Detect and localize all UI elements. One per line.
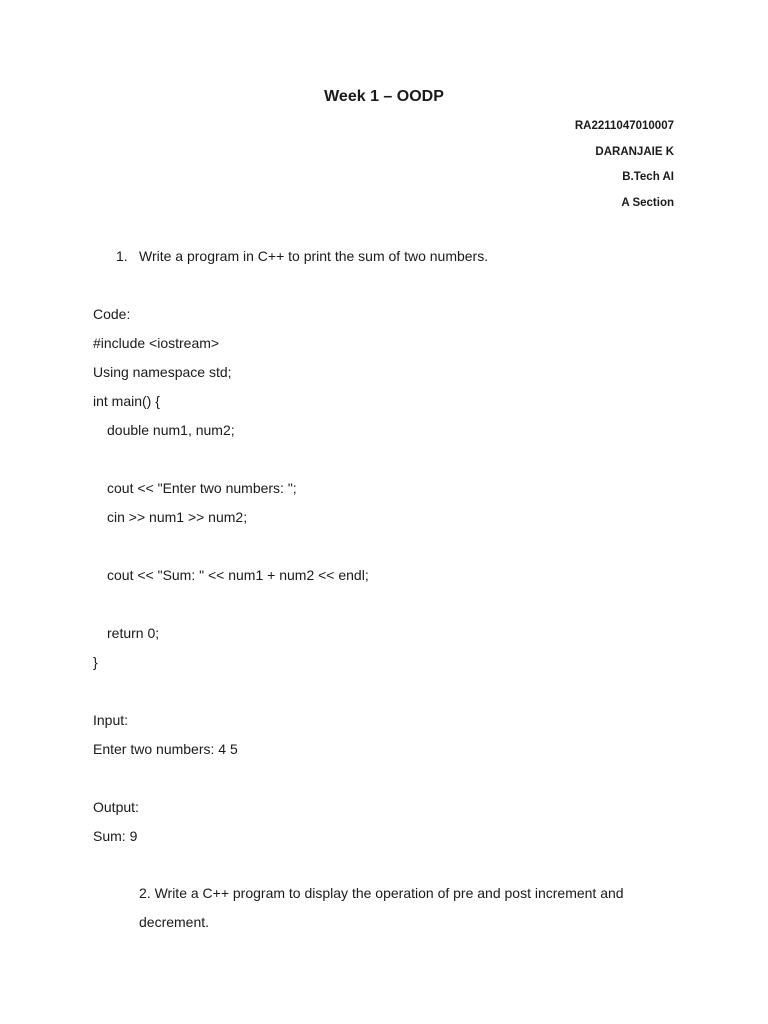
page-title: Week 1 – OODP: [324, 88, 444, 105]
question-1: [116, 248, 488, 264]
section-name: A Section: [621, 197, 674, 209]
question-1-number: 1.: [116, 248, 128, 264]
code-line-close-brace: }: [93, 654, 98, 670]
code-label: Code:: [93, 306, 131, 322]
input-label: Input:: [93, 712, 129, 728]
code-line-prompt: cout << "Enter two numbers: ";: [107, 480, 297, 496]
question-2-line-2: decrement.: [139, 914, 210, 930]
output-value: Sum: 9: [93, 828, 138, 844]
output-label: Output:: [93, 799, 139, 815]
question-1-text: Write a program in C++ to print the sum of two numbers.: [139, 248, 489, 264]
code-line-return: return 0;: [107, 625, 160, 641]
code-line-namespace: Using namespace std;: [93, 364, 232, 380]
student-name: DARANJAIE K: [595, 146, 674, 158]
code-line-sum: cout << "Sum: " << num1 + num2 << endl;: [107, 567, 369, 583]
code-line-cin: cin >> num1 >> num2;: [107, 509, 248, 525]
input-value: Enter two numbers: 4 5: [93, 741, 238, 757]
registration-number: RA2211047010007: [574, 120, 674, 132]
course-name: B.Tech AI: [622, 171, 674, 183]
code-line-include: #include <iostream>: [93, 335, 220, 351]
question-2-line-1: 2. Write a C++ program to display the operation of pre and post increment and: [139, 885, 624, 901]
code-line-declare: double num1, num2;: [107, 422, 235, 438]
code-line-main: int main() {: [93, 393, 160, 409]
